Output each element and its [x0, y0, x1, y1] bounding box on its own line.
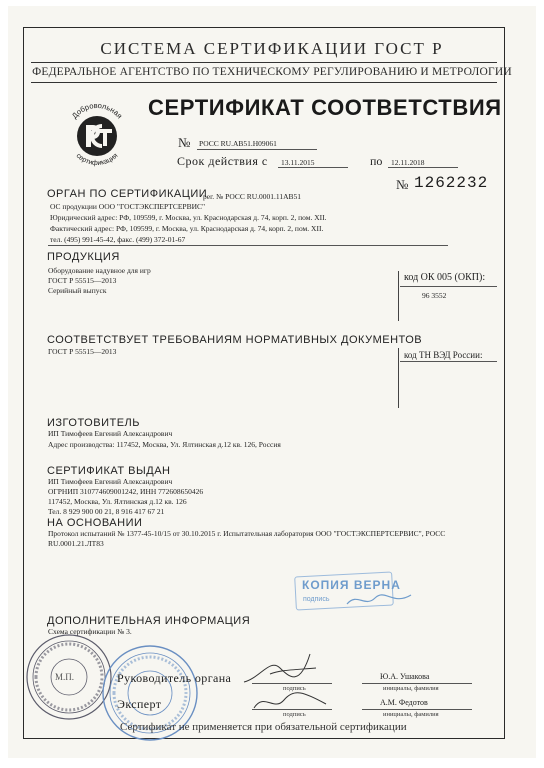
- basis-line: RU.0001.21.ЛТ83: [48, 539, 104, 548]
- divider: [31, 62, 497, 63]
- head-signature: [240, 648, 320, 688]
- serial-number: 1262232: [414, 174, 489, 192]
- serial-label: №: [396, 177, 409, 192]
- logo-top-text: Добровольная: [69, 100, 125, 121]
- signature-line: [362, 683, 472, 684]
- valid-to-label: по: [370, 154, 383, 168]
- okp-label: код ОК 005 (ОКП):: [404, 272, 486, 283]
- product-line: Серийный выпуск: [48, 286, 107, 295]
- valid-to: 12.11.2018: [391, 158, 425, 167]
- logo-bottom-text: сертификация: [74, 152, 120, 168]
- underline: [400, 286, 497, 287]
- underline: [48, 245, 448, 246]
- issued-line: ОГРНИП 310774609001242, ИНН 772608650426: [48, 487, 204, 496]
- issued-line: 117452, Москва, Ул. Ялтинская д.12 кв. 126: [48, 497, 187, 506]
- product-heading: ПРОДУКЦИЯ: [47, 251, 120, 263]
- head-sig-caption: подпись: [283, 685, 306, 692]
- product-line: ГОСТ Р 55515—2013: [48, 276, 117, 285]
- basis-heading: НА ОСНОВАНИИ: [47, 517, 143, 529]
- issued-line: ИП Тимофеев Евгений Александрович: [48, 477, 173, 486]
- signature-line: [362, 709, 472, 710]
- underline: [197, 149, 317, 150]
- certificate-title: СЕРТИФИКАТ СООТВЕТСТВИЯ: [148, 95, 502, 120]
- divider: [31, 82, 497, 83]
- expert-name-caption: инициалы, фамилия: [383, 711, 439, 718]
- organ-legal-address: Юридический адрес: РФ, 109599, г. Москва, ул. Краснодарская д. 74, корп. 2, пом. XII.: [50, 213, 327, 222]
- manufacturer-name: ИП Тимофеев Евгений Александрович: [48, 429, 173, 438]
- expert-sig-caption: подпись: [283, 711, 306, 718]
- underline: [400, 361, 497, 362]
- organ-actual-address: Фактический адрес: РФ, 109599, г. Москва, ул. Краснодарская д. 74, корп. 2, пом. XII.: [50, 224, 324, 233]
- footer-note: Сертификат не применяется при обязательной сертификации: [120, 721, 407, 733]
- head-name-caption: инициалы, фамилия: [383, 685, 439, 692]
- validity-label: Срок действия с: [177, 154, 268, 168]
- head-name: Ю.А. Ушакова: [380, 672, 430, 681]
- conforms-heading: СООТВЕТСТВУЕТ ТРЕБОВАНИЯМ НОРМАТИВНЫХ ДОКУМЕНТОВ: [47, 334, 423, 346]
- extra-line: Схема сертификации № 3.: [48, 627, 132, 636]
- agency-title: ФЕДЕРАЛЬНОЕ АГЕНТСТВО ПО ТЕХНИЧЕСКОМУ РЕГУЛИРОВАНИЮ И МЕТРОЛОГИИ: [32, 66, 512, 78]
- expert-label: Эксперт: [117, 697, 162, 711]
- system-title: СИСТЕМА СЕРТИФИКАЦИИ ГОСТ Р: [100, 39, 444, 58]
- product-line: Оборудование надувное для игр: [48, 266, 151, 275]
- pct-certification-logo: [60, 98, 135, 170]
- copy-stamp-sub: подпись: [303, 596, 330, 603]
- valid-from: 13.11.2015: [281, 158, 315, 167]
- manufacturer-heading: ИЗГОТОВИТЕЛЬ: [47, 417, 140, 429]
- cert-number: РОСС RU.АВ51.Н09061: [199, 139, 277, 148]
- tnved-label: код ТН ВЭД России:: [404, 350, 483, 360]
- cert-number-label: №: [178, 135, 191, 150]
- organ-reg: рег. № РОСС RU.0001.11АВ51: [203, 192, 302, 201]
- extra-heading: ДОПОЛНИТЕЛЬНАЯ ИНФОРМАЦИЯ: [47, 615, 251, 627]
- organ-heading: ОРГАН ПО СЕРТИФИКАЦИИ: [47, 188, 208, 200]
- issued-heading: СЕРТИФИКАТ ВЫДАН: [47, 465, 171, 477]
- organ-name: ОС продукции ООО "ГОСТЭКСПЕРТСЕРВИС": [50, 202, 206, 211]
- underline: [388, 167, 458, 168]
- basis-line: Протокол испытаний № 1377-45-10/15 от 30.10.2015 г. Испытательная лаборатория ООО "ГОСТЭКСПЕРТСЕРВИС", РОСС: [48, 529, 446, 538]
- issued-line: Тел. 8 929 900 00 21, 8 916 417 67 21: [48, 507, 165, 516]
- okp-value: 96 3552: [422, 291, 447, 300]
- head-label: Руководитель органа: [117, 671, 232, 685]
- expert-signature: [250, 688, 330, 714]
- copy-signature: [345, 590, 415, 610]
- mp-label: М.П.: [55, 672, 75, 682]
- copy-stamp-text: КОПИЯ ВЕРНА: [302, 578, 401, 592]
- underline: [278, 167, 348, 168]
- conforms-doc: ГОСТ Р 55515—2013: [48, 347, 117, 356]
- manufacturer-address: Адрес производства: 117452, Москва, Ул. Ялтинская д.12 кв. 126, Россия: [48, 440, 281, 449]
- expert-name: А.М. Федотов: [380, 698, 428, 707]
- organ-phone: тел. (495) 991-45-42, факс. (499) 372-01-67: [50, 235, 186, 244]
